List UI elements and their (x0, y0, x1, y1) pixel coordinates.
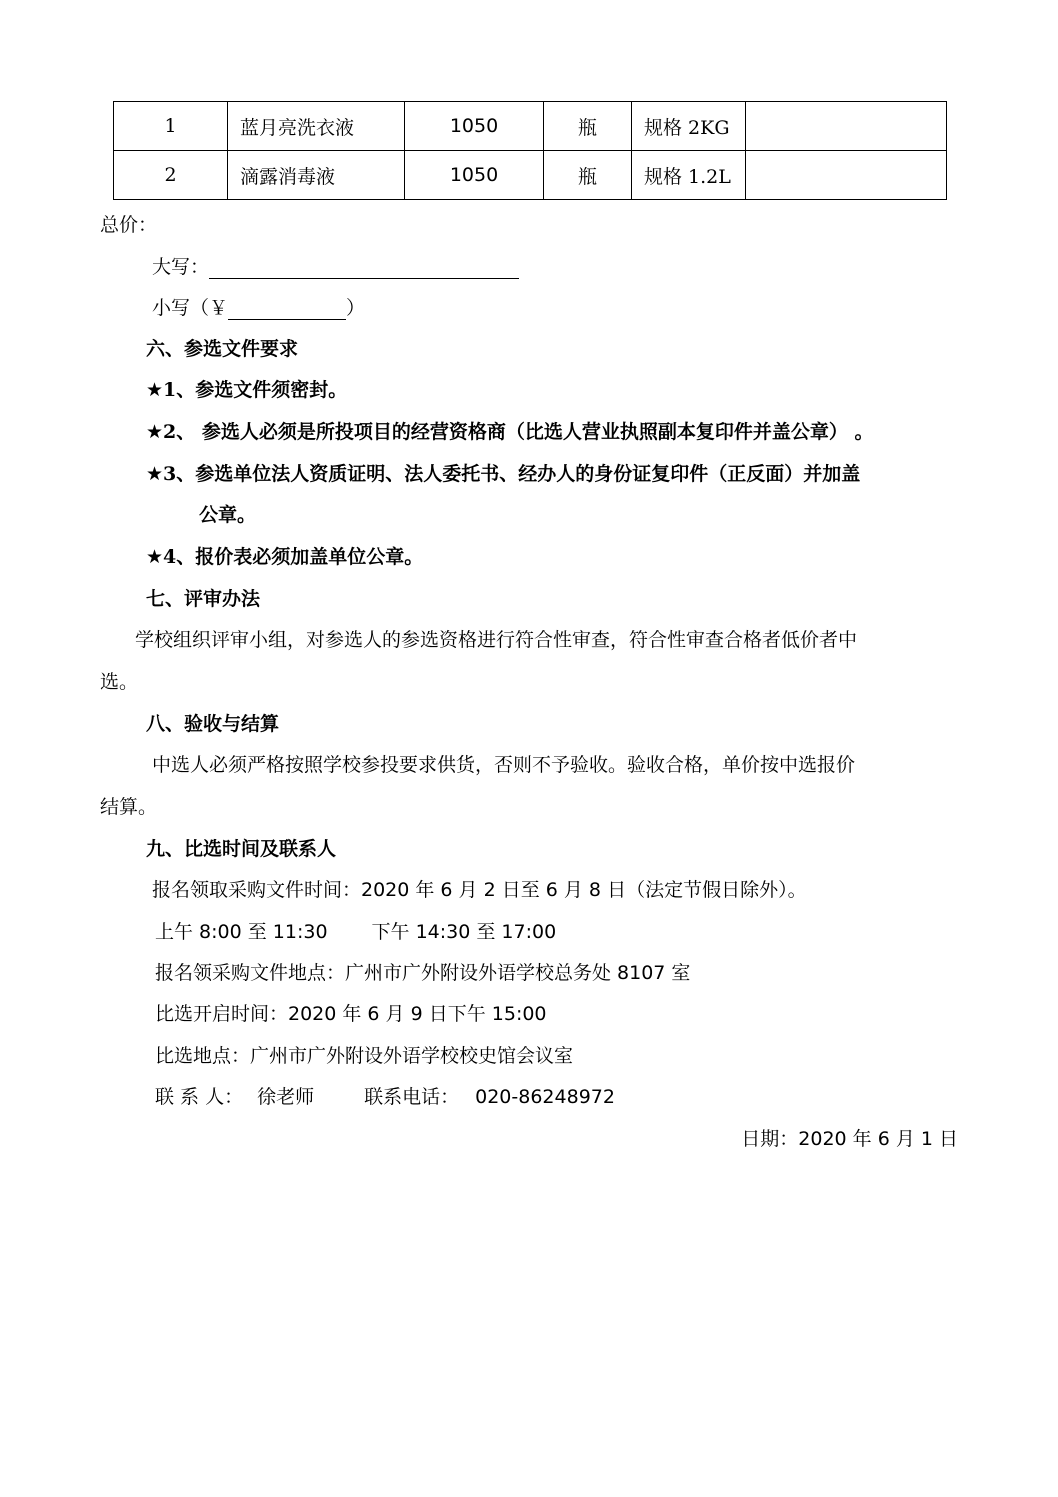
row-number: 1 (114, 102, 228, 151)
table-row (114, 102, 947, 151)
signup-time: 报名领取采购文件时间：2020 年 6 月 2 日至 6 月 8 日（法定节假日除外）。 (152, 879, 807, 901)
open-time: 比选开启时间：2020 年 6 月 9 日下午 15:00 (155, 1003, 547, 1025)
extra-cell (746, 151, 947, 200)
section8-heading: 八、验收与结算 (146, 713, 280, 735)
section6-item-3-continuation: 公章。 (199, 504, 257, 526)
product-name: 蓝月亮洗衣液 (228, 102, 405, 151)
morning-hours: 上午 8:00 至 11:30 (155, 921, 328, 943)
section9-heading: 九、比选时间及联系人 (146, 838, 337, 860)
section7-heading: 七、评审办法 (146, 588, 261, 610)
xiaoxie-blank (228, 299, 346, 320)
section8-para-line1: 中选人必须严格按照学校参投要求供货，否则不予验收。验收合格，单价按中选报价 (152, 754, 856, 776)
product-name: 滴露消毒液 (228, 151, 405, 200)
signup-place: 报名领采购文件地点：广州市广外附设外语学校总务处 8107 室 (155, 962, 691, 984)
total-xiaoxie (152, 296, 365, 320)
star-icon: ★ (146, 421, 164, 443)
extra-cell (746, 102, 947, 151)
section8-para-line2: 结算。 (100, 796, 158, 818)
quantity: 1050 (405, 102, 544, 151)
total-label: 总价： (100, 214, 158, 236)
contact-name: 徐老师 (257, 1086, 315, 1108)
document-date: 日期：2020 年 6 月 1 日 (741, 1128, 958, 1150)
xiaoxie-close: ） (346, 297, 366, 319)
unit: 瓶 (544, 102, 632, 151)
row-number: 2 (114, 151, 228, 200)
phone-label: 联系电话： (364, 1086, 460, 1108)
section6-heading: 六、参选文件要求 (146, 338, 299, 360)
daxie-label: 大写： (152, 256, 210, 278)
phone-number: 020-86248972 (475, 1086, 615, 1108)
contact-line (155, 1085, 615, 1109)
open-place: 比选地点：广州市广外附设外语学校校史馆会议室 (155, 1045, 574, 1067)
section6-item-3: ★3、参选单位法人资质证明、法人委托书、经办人的身份证复印件（正反面）并加盖 (146, 463, 861, 485)
daxie-blank (209, 258, 519, 279)
table-row (114, 151, 947, 200)
star-icon: ★ (146, 379, 164, 401)
section6-item-4: ★4、报价表必须加盖单位公章。 (146, 546, 424, 568)
section7-para-line2: 选。 (100, 671, 139, 693)
spec: 规格 1.2L (632, 151, 746, 200)
contact-label: 联 系 人： (155, 1086, 244, 1108)
afternoon-hours: 下午 14:30 至 17:00 (371, 921, 557, 943)
unit: 瓶 (544, 151, 632, 200)
quantity: 1050 (405, 151, 544, 200)
xiaoxie-open: 小写（￥ (152, 297, 229, 319)
items-table (113, 101, 947, 200)
star-icon: ★ (146, 546, 164, 568)
total-daxie (152, 255, 519, 279)
spec: 规格 2KG (632, 102, 746, 151)
section7-para-line1: 学校组织评审小组，对参选人的参选资格进行符合性审查，符合性审查合格者低价者中 (135, 629, 858, 651)
section6-item-2: ★2、 参选人必须是所投项目的经营资格商（比选人营业执照副本复印件并盖公章） 。 (146, 421, 874, 443)
section6-item-1: ★1、参选文件须密封。 (146, 379, 348, 401)
office-hours (155, 920, 556, 944)
star-icon: ★ (146, 463, 164, 485)
